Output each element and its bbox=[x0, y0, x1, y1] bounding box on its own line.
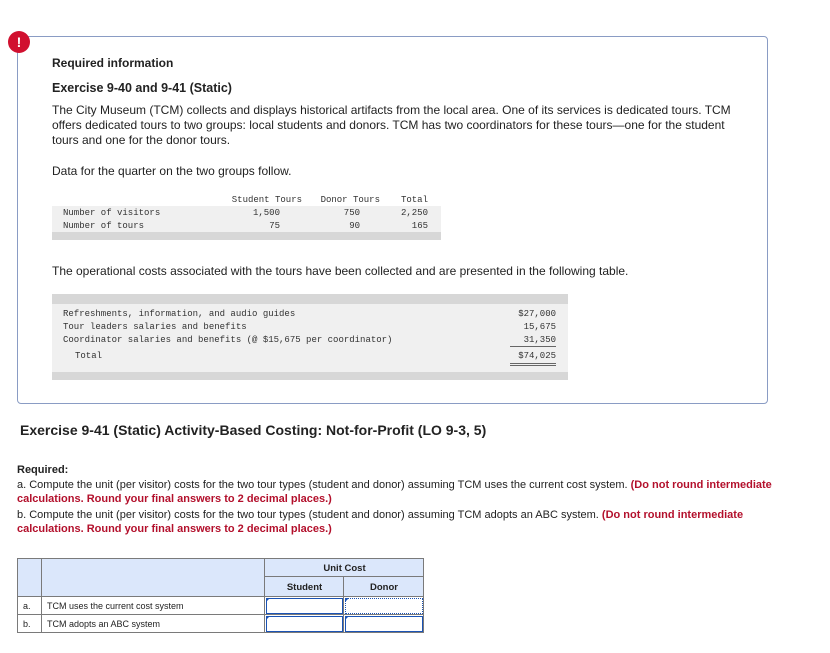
cost-row-value: 31,350 bbox=[523, 335, 556, 345]
answer-grid bbox=[17, 558, 424, 633]
part-a-text: a. Compute the unit (per visitor) costs for the two tour types (student and donor) assuming TCM uses the current cost system. bbox=[17, 479, 628, 491]
required-information-heading: Required information bbox=[52, 56, 174, 70]
unit-cost-header: Unit Cost bbox=[323, 563, 366, 574]
row-label-visitors: Number of visitors bbox=[63, 208, 161, 218]
student-current-cost-input[interactable] bbox=[266, 598, 343, 614]
part-a-instruction bbox=[17, 478, 777, 506]
data-paragraph: Data for the quarter on the two groups follow. bbox=[52, 164, 292, 178]
student-abc-cost-input[interactable] bbox=[266, 616, 343, 632]
input-marker-icon bbox=[345, 598, 349, 602]
part-b-note: (Do not round intermediate calculations. Round your final answers to 2 decimal places.) bbox=[17, 509, 744, 535]
grid-label-header-cell bbox=[42, 559, 265, 597]
input-marker-icon bbox=[345, 616, 349, 620]
row-letter: b. bbox=[23, 619, 31, 629]
grid-corner-cell bbox=[18, 559, 42, 597]
column-header-total: Total bbox=[400, 195, 428, 205]
table-cell: 750 bbox=[343, 208, 360, 218]
part-b-text: b. Compute the unit (per visitor) costs for the two tour types (student and donor) assuming TCM adopts an ABC system. bbox=[17, 509, 599, 521]
table-cell: 165 bbox=[411, 221, 428, 231]
cost-total-label: Total bbox=[75, 351, 103, 361]
subtotal-rule bbox=[510, 346, 556, 347]
exercise-title: Exercise 9-40 and 9-41 (Static) bbox=[52, 81, 232, 95]
row-label-current-system: TCM uses the current cost system bbox=[47, 601, 184, 611]
part-a-note: (Do not round intermediate calculations. Round your final answers to 2 decimal places.) bbox=[17, 479, 772, 505]
row-label-tours: Number of tours bbox=[63, 221, 145, 231]
total-double-rule-bottom bbox=[510, 365, 556, 366]
exclamation-icon: ! bbox=[8, 31, 30, 53]
input-marker-icon bbox=[266, 598, 270, 602]
part-b-instruction bbox=[17, 508, 777, 536]
cost-row-label: Coordinator salaries and benefits (@ $15,675 per coordinator) bbox=[63, 335, 393, 345]
row-letter: a. bbox=[23, 601, 31, 611]
table-cell: 75 bbox=[269, 221, 280, 231]
cost-row-value: $27,000 bbox=[518, 309, 556, 319]
total-double-rule-top bbox=[510, 363, 556, 364]
cost-row-label: Tour leaders salaries and benefits bbox=[63, 322, 247, 332]
cost-table-header bbox=[52, 294, 568, 304]
column-header-student-tours: Student Tours bbox=[231, 195, 302, 205]
intro-paragraph: The City Museum (TCM) collects and displays historical artifacts from the local area. One of its services is dedicated tours. TCM offers dedicated tours to two groups: local students and donors. TCM has two coordinators for these tours—one for the student tours and one for the donor tours. bbox=[52, 103, 731, 147]
cost-total-value: $74,025 bbox=[518, 351, 556, 361]
donor-column-header: Donor bbox=[370, 582, 398, 593]
column-header-donor-tours: Donor Tours bbox=[320, 195, 380, 205]
tour-table-footer bbox=[52, 232, 441, 240]
row-label-abc-system: TCM adopts an ABC system bbox=[47, 619, 161, 629]
cost-row-label: Refreshments, information, and audio guides bbox=[63, 309, 296, 319]
costs-paragraph: The operational costs associated with the tours have been collected and are presented in the following table. bbox=[52, 264, 629, 278]
donor-current-cost-input[interactable] bbox=[345, 598, 423, 614]
required-label: Required: bbox=[17, 464, 69, 476]
input-marker-icon bbox=[266, 616, 270, 620]
cost-table-footer bbox=[52, 372, 568, 380]
cost-row-value: 15,675 bbox=[523, 322, 556, 332]
exercise-41-title: Exercise 9-41 (Static) Activity-Based Costing: Not-for-Profit (LO 9-3, 5) bbox=[20, 422, 487, 438]
donor-abc-cost-input[interactable] bbox=[345, 616, 423, 632]
table-cell: 1,500 bbox=[252, 208, 280, 218]
table-cell: 90 bbox=[349, 221, 360, 231]
table-cell: 2,250 bbox=[400, 208, 428, 218]
student-column-header: Student bbox=[286, 582, 323, 593]
